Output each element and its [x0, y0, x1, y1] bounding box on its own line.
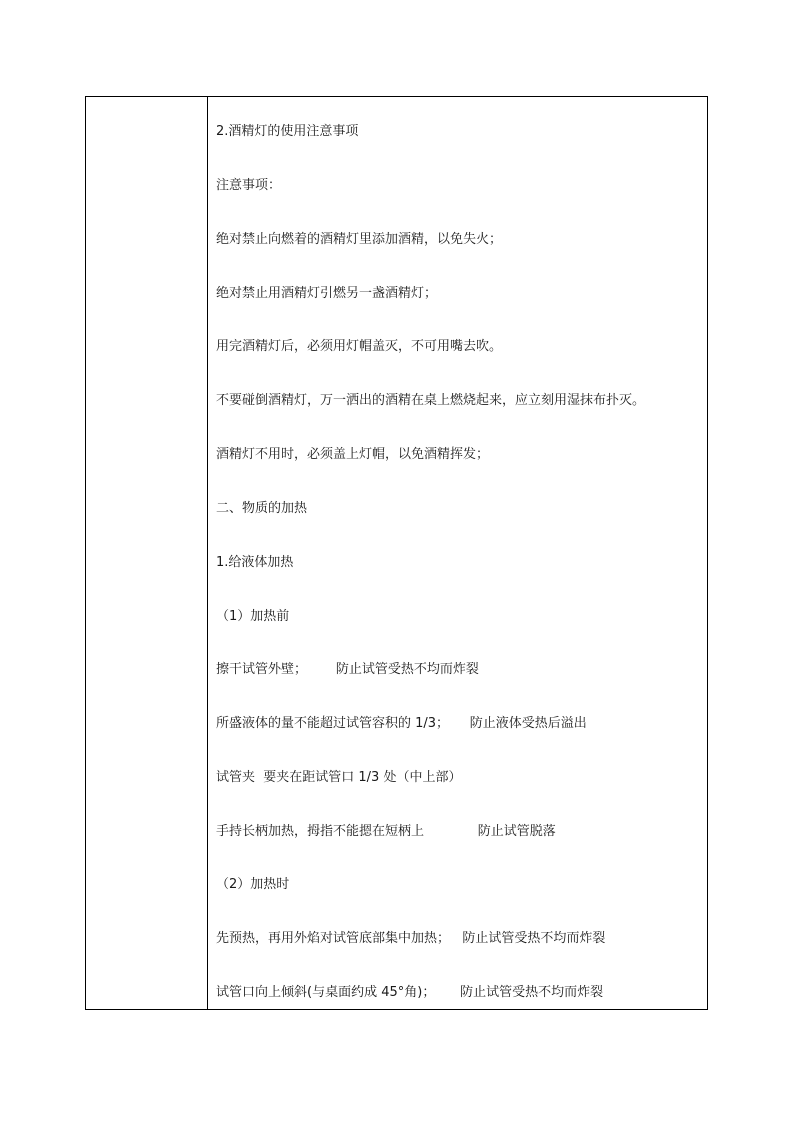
text-line-hold-long-handle: 手持长柄加热，拇指不能摁在短柄上 防止试管脱落 [216, 824, 556, 839]
text-line-do-not-knock-over: 不要碰倒酒精灯，万一洒出的酒精在桌上燃烧起来，应立刻用湿抹布扑灭。 [216, 393, 646, 408]
text-line-heating-liquids: 1.给液体加热 [216, 555, 294, 570]
text-line-alcohol-lamp-heading: 2.酒精灯的使用注意事项 [216, 124, 359, 139]
text-line-notes-label: 注意事项： [216, 178, 282, 193]
text-line-extinguish-with-cap: 用完酒精灯后，必须用灯帽盖灭，不可用嘴去吹。 [216, 339, 503, 354]
text-line-dry-tube: 擦干试管外壁； 防止试管受热不均而炸裂 [216, 662, 479, 677]
text-line-tilt-tube: 试管口向上倾斜(与桌面约成 45°角)； 防止试管受热不均而炸裂 [216, 985, 604, 1000]
text-line-tube-clamp: 试管夹 要夹在距试管口 1/3 处（中上部） [216, 770, 462, 785]
text-line-heating-section: 二、物质的加热 [216, 501, 308, 516]
text-line-cap-when-unused: 酒精灯不用时，必须盖上灯帽，以免酒精挥发； [216, 447, 490, 462]
text-line-during-heating: （2）加热时 [216, 877, 290, 892]
text-line-no-refill-burning: 绝对禁止向燃着的酒精灯里添加酒精，以免失火； [216, 232, 503, 247]
text-line-liquid-volume: 所盛液体的量不能超过试管容积的 1/3； 防止液体受热后溢出 [216, 716, 587, 731]
content-table [85, 96, 708, 1010]
table-right-cell [208, 97, 707, 1009]
text-line-preheat: 先预热，再用外焰对试管底部集中加热； 防止试管受热不均而炸裂 [216, 931, 606, 946]
text-line-no-lighting-from-lamp: 绝对禁止用酒精灯引燃另一盏酒精灯； [216, 286, 438, 301]
table-left-cell [86, 97, 208, 1009]
text-line-before-heating: （1）加热前 [216, 609, 290, 624]
